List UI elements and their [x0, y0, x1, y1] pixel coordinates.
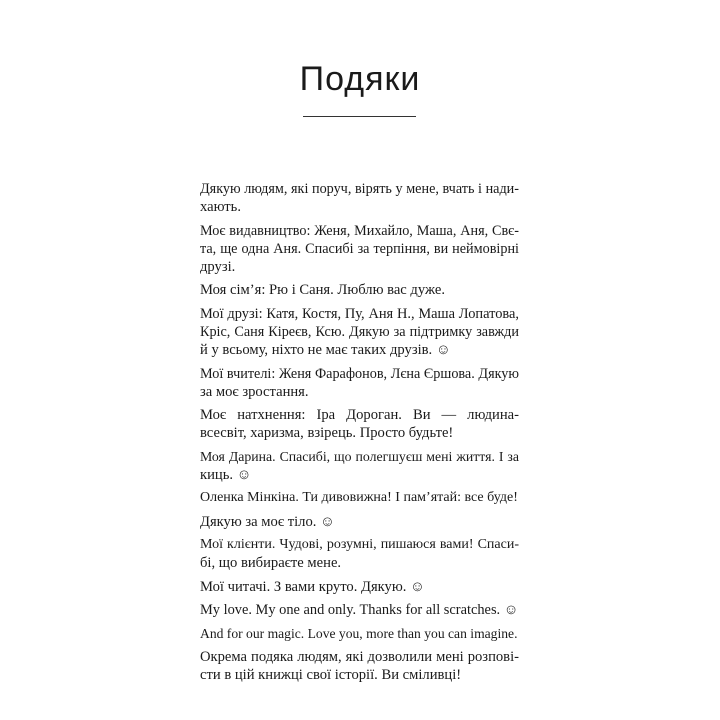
paragraph: [200, 625, 519, 643]
paragraph: [200, 448, 519, 484]
paragraph: [200, 406, 519, 442]
paragraph-line: Мої друзі: Катя, Костя, Пу, Аня Н., Маша Лопатова,: [200, 305, 519, 322]
paragraph-line: всесвіт, харизма, взірець. Просто будьте!: [200, 425, 454, 442]
paragraph-line: та, ще одна Аня. Спасибі за терпіння, ви неймовірні: [200, 240, 519, 257]
paragraph-line: And for our magic. Love you, more than you can imagine.: [200, 625, 518, 641]
paragraph-line: Моє натхнення: Іра Дороган. Ви — людина-: [200, 407, 519, 424]
paragraph-line: киць. ☺: [200, 466, 252, 483]
paragraph: [200, 305, 519, 360]
paragraph: [200, 648, 519, 684]
paragraph: [200, 578, 519, 596]
paragraph: [200, 601, 519, 619]
paragraph: [200, 513, 519, 531]
paragraph-line: Кріс, Саня Кіреєв, Ксю. Дякую за підтримку завжди: [200, 323, 519, 340]
paragraph-line: хають.: [200, 199, 241, 216]
paragraph-line: Мої вчителі: Женя Фарафонов, Лєна Єршова. Дякую: [200, 365, 519, 382]
paragraph-line: бі, що вибираєте мене.: [200, 555, 342, 572]
paragraph: [200, 536, 519, 572]
paragraph-line: Моя Дарина. Спасибі, що полегшуєш мені життя. І за: [200, 448, 519, 464]
paragraph-line: Окрема подяка людям, які дозволили мені розпові-: [200, 648, 519, 665]
paragraph-line: Моє видавництво: Женя, Михайло, Маша, Аня, Свє-: [200, 222, 519, 239]
paragraph-line: My love. My one and only. Thanks for all scratches. ☺: [200, 602, 519, 619]
paragraph-line: Дякую людям, які поруч, вірять у мене, вчать і нади-: [200, 181, 519, 197]
paragraph-line: друзі.: [200, 259, 236, 275]
paragraph: [200, 489, 519, 507]
paragraph-line: й у всьому, ніхто не має таких друзів. ☺: [200, 342, 451, 359]
paragraph-line: Мої читачі. З вами круто. Дякую. ☺: [200, 578, 425, 595]
paragraph-line: Моя сім’я: Рю і Саня. Люблю вас дуже.: [200, 282, 445, 299]
paragraph: [200, 222, 519, 277]
paragraph: [200, 365, 519, 401]
paragraph-line: за моє зростання.: [200, 383, 309, 400]
paragraph: [200, 180, 519, 216]
paragraph-line: Мої клієнти. Чудові, розумні, пишаюся вами! Спаси-: [200, 537, 519, 553]
paragraph-line: Оленка Мінкіна. Ти дивовижна! І пам’ятай: все буде!: [200, 490, 518, 506]
page-title: Подяки: [299, 60, 421, 98]
title-divider: [303, 116, 416, 117]
acknowledgements-body: [200, 180, 519, 690]
paragraph-line: сти в цій книжці свої історії. Ви сміливці!: [200, 667, 462, 684]
paragraph: [200, 281, 519, 299]
paragraph-line: Дякую за моє тіло. ☺: [200, 513, 335, 530]
